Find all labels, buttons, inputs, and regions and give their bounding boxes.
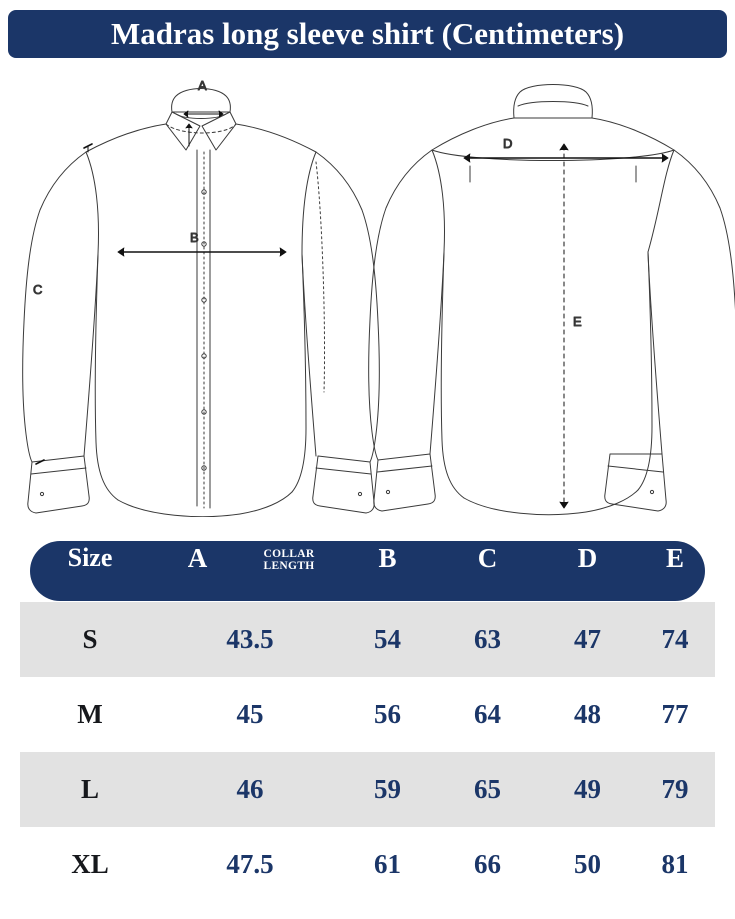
label-B: B <box>190 230 199 245</box>
label-A: A <box>198 78 207 93</box>
table-body <box>20 588 715 902</box>
table-header-row <box>20 528 715 588</box>
label-E: E <box>573 314 582 329</box>
label-D: D <box>503 136 513 151</box>
cell-size: XL <box>71 849 109 879</box>
cell-c: 66 <box>474 849 501 879</box>
header-b: B <box>378 542 397 573</box>
collar-length-note <box>260 543 314 574</box>
cell-b: 59 <box>340 752 435 827</box>
cell-b: 61 <box>374 849 401 879</box>
table-row <box>20 827 715 902</box>
label-C: C <box>33 282 43 297</box>
cell-b: 54 <box>340 602 435 677</box>
shirt-illustration <box>0 62 735 517</box>
header-size: Size <box>67 543 113 572</box>
cell-size: M <box>77 699 103 729</box>
table-row <box>20 752 715 827</box>
cell-a: 46 <box>160 752 340 827</box>
page-title: Madras long sleeve shirt (Centimeters) <box>110 16 625 51</box>
cell-e: 74 <box>635 602 715 677</box>
header-e: E <box>665 542 684 573</box>
header-c: C <box>477 542 498 573</box>
cell-b: 56 <box>374 699 401 729</box>
cell-a: 43.5 <box>160 602 340 677</box>
cell-e: 77 <box>661 699 689 729</box>
front-shirt-drawing <box>23 89 380 517</box>
collar-line-1: COLLAR <box>263 548 315 561</box>
cell-d: 50 <box>574 849 601 879</box>
cell-e: 81 <box>661 849 689 879</box>
table-row <box>20 602 715 677</box>
header-a: A <box>187 542 208 573</box>
back-shirt-drawing <box>369 85 735 515</box>
cell-c: 63 <box>435 602 540 677</box>
header-a-collar-length <box>235 528 340 588</box>
cell-d: 49 <box>540 752 635 827</box>
title-bar <box>8 10 727 58</box>
cell-c: 64 <box>474 699 501 729</box>
measure-C <box>33 144 92 464</box>
size-table-container <box>0 528 735 902</box>
cell-size: L <box>20 752 160 827</box>
cell-c: 65 <box>435 752 540 827</box>
cell-e: 79 <box>635 752 715 827</box>
measure-E <box>560 144 582 508</box>
cell-d: 47 <box>540 602 635 677</box>
table-row <box>20 677 715 752</box>
cell-size: S <box>20 602 160 677</box>
size-table <box>20 528 715 902</box>
header-d: D <box>577 542 598 573</box>
cell-a: 45 <box>236 699 264 729</box>
table-head <box>20 528 715 588</box>
cell-d: 48 <box>574 699 601 729</box>
collar-line-2: LENGTH <box>263 560 315 573</box>
cell-a: 47.5 <box>226 849 274 879</box>
